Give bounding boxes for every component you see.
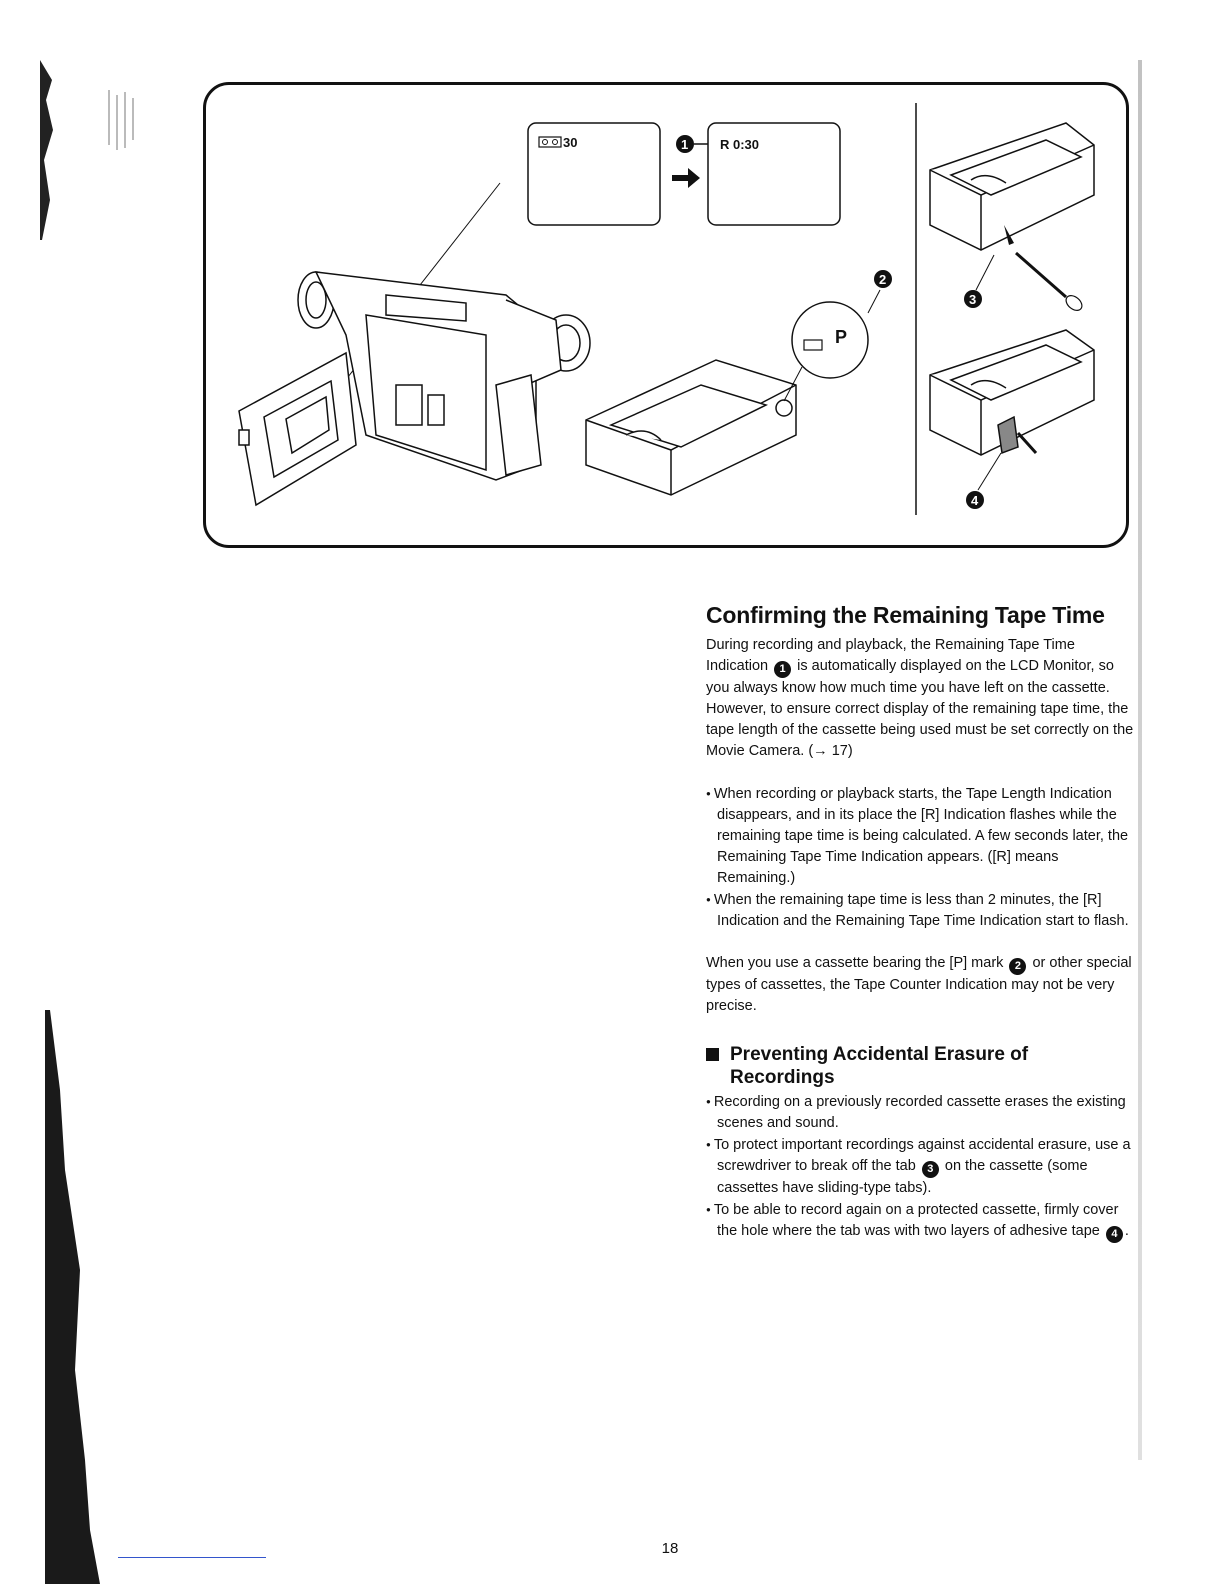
intro-text-b: is automatically displayed on the LCD Monitor, so you always know how much time you have left on the cassette. However, to ensure correct display of the remaining tape time, the tape length of the cassette being used must be set correctly on the Movie Camera. ( xyxy=(706,658,1134,759)
svg-text:1: 1 xyxy=(681,137,689,152)
square-bullet-icon xyxy=(706,1048,719,1061)
bullet3-text-b: . xyxy=(1124,1223,1129,1239)
scan-artifact-left-lower xyxy=(45,1010,100,1584)
p-mark-magnifier xyxy=(784,290,880,401)
intro-paragraph xyxy=(706,635,1136,762)
svg-text:3: 3 xyxy=(969,292,977,307)
svg-text:2: 2 xyxy=(879,272,887,287)
section-title: Confirming the Remaining Tape Time xyxy=(706,602,1105,628)
bullet2-text-b: on the cassette (some cassettes have sliding-type tabs). xyxy=(717,1158,1088,1196)
p-mark-note xyxy=(706,953,1136,1017)
lcd-before-text: 30 xyxy=(563,135,578,150)
callout-3 xyxy=(964,255,994,308)
list-item: ● Recording on a previously recorded cassette erases the existing scenes and sound. xyxy=(706,1091,1136,1134)
list-item xyxy=(706,1134,1136,1199)
screwdriver-icon xyxy=(1004,225,1085,313)
bullet2-text-a: To protect important recordings against accidental erasure, use a screwdriver to break off the tab xyxy=(713,1137,1131,1174)
lcd-after-text: R 0:30 xyxy=(720,137,760,152)
camcorder-icon xyxy=(239,272,590,505)
bullet3-text-a: To be able to record again on a protected cassette, firmly cover the hole where the tab was with two layers of adhesive tape xyxy=(713,1202,1119,1239)
callout-2 xyxy=(874,270,892,288)
subsection-title-text: Preventing Accidental Erasure of Recordings xyxy=(730,1044,1029,1088)
list-item: ● When the remaining tape time is less than 2 minutes, the [R] Indication and the Remaining Tape Time Indication start to flash. xyxy=(706,889,1136,932)
notes-list xyxy=(706,783,1136,932)
content-column xyxy=(706,602,1136,1243)
scan-artifact-left xyxy=(40,60,54,240)
callout-4 xyxy=(966,453,1001,509)
page-number: 18 xyxy=(661,1540,679,1557)
scan-artifact-right xyxy=(1138,60,1142,1460)
cassette-tab-bottom xyxy=(930,330,1094,455)
illustration-svg xyxy=(206,85,1132,551)
callout-badge-2: 2 xyxy=(1009,958,1026,975)
callout-badge-3: 3 xyxy=(922,1161,939,1178)
arrow-ref-icon: → xyxy=(813,743,828,759)
note-text-b: or other special types of cassettes, the Tape Counter Indication may not be very precise. xyxy=(706,955,1132,1014)
scan-artifact-bars xyxy=(105,90,145,150)
intro-text-a: During recording and playback, the Remaining Tape Time Indication xyxy=(706,637,1075,674)
list-item: ● When recording or playback starts, the Tape Length Indication disappears, and in its place the [R] Indication flashes while the remaining tape time is being calculated. A few seconds later, the Remaining Tape Time Indication appears. ([R] means Remaining.) xyxy=(706,783,1136,889)
erasure-list xyxy=(706,1091,1136,1243)
subsection-title xyxy=(706,1043,1136,1089)
illustration-panel xyxy=(203,82,1129,548)
vhs-c-cassette-icon xyxy=(586,360,796,495)
callout-badge-4: 4 xyxy=(1106,1226,1123,1243)
note-text-a: When you use a cassette bearing the [P] mark xyxy=(706,955,1004,971)
callout-1 xyxy=(676,135,708,153)
lcd-display-after xyxy=(708,123,840,225)
list-item xyxy=(706,1199,1136,1243)
arrow-right-icon xyxy=(672,168,700,188)
callout-badge-1: 1 xyxy=(774,661,791,678)
cassette-tab-top xyxy=(930,123,1094,250)
tape-icon xyxy=(539,137,561,147)
p-mark-text: P xyxy=(835,327,848,347)
page-reference: 17) xyxy=(831,743,853,759)
lcd-display-before xyxy=(528,123,660,225)
svg-text:4: 4 xyxy=(971,493,979,508)
footer-line xyxy=(118,1557,266,1558)
